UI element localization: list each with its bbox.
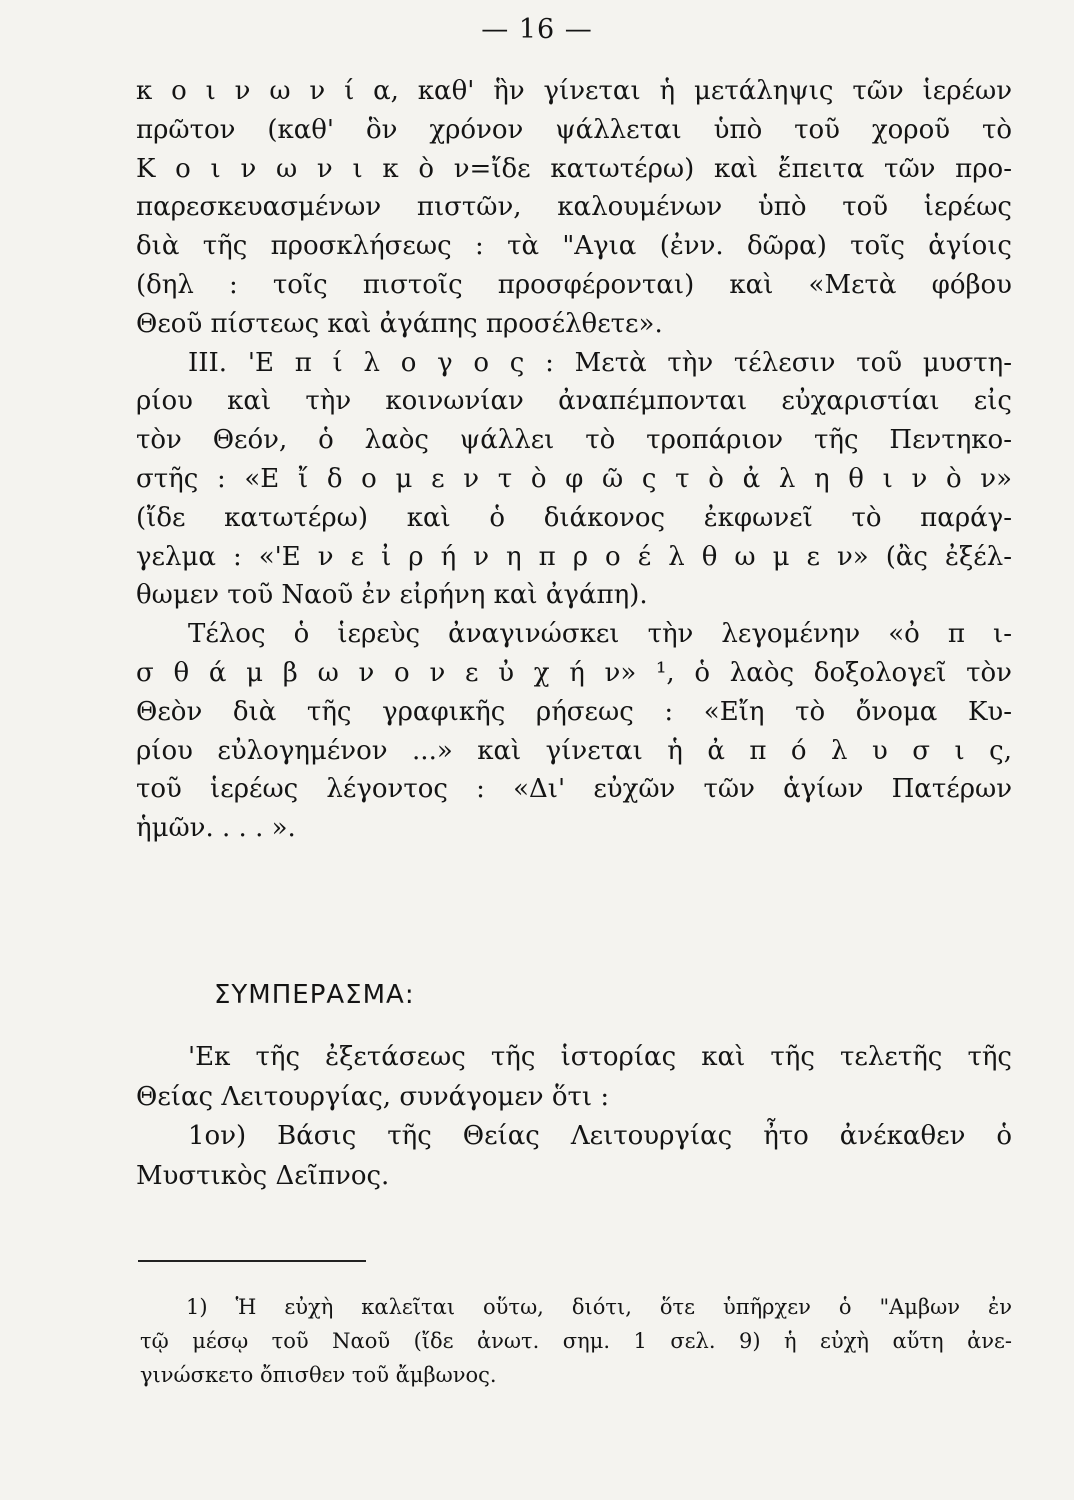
- body-line: Κ ο ι ν ω ν ι κ ὸ ν=ἴδε κατωτέρω) καὶ ἔπειτα τῶν προ-: [136, 153, 1012, 184]
- body-line: Τέλος ὁ ἱερεὺς ἀναγινώσκει τὴν λεγομένην «ὀ π ι-: [188, 619, 1012, 650]
- footnote-line: τῷ μέσῳ τοῦ Ναοῦ (ἴδε ἀνωτ. σημ. 1 σελ. 9) ἡ εὐχὴ αὕτη ἀνε-: [140, 1329, 1012, 1353]
- body-line: ρίου καὶ τὴν κοινωνίαν ἀναπέμπονται εὐχαριστίαι εἰς: [136, 386, 1012, 417]
- body-line: τὸν Θεόν, ὁ λαὸς ψάλλει τὸ τροπάριον τῆς Πεντηκο-: [136, 425, 1012, 456]
- section-heading: ΣΥΜΠΕΡΑΣΜΑ:: [214, 980, 415, 1010]
- body-line: (δηλ : τοῖς πιστοῖς προσφέρονται) καὶ «Μετὰ φόβου: [136, 269, 1012, 300]
- body-line: σ θ ά μ β ω ν ο ν ε ὐ χ ή ν» ¹, ὁ λαὸς δοξολογεῖ τὸν: [136, 657, 1012, 688]
- footnote-line: γινώσκετο ὄπισθεν τοῦ ἄμβωνος.: [140, 1363, 497, 1387]
- page-number: — 16 —: [481, 14, 593, 45]
- body-line: θωμεν τοῦ Ναοῦ ἐν εἰρήνη καὶ ἀγάπη).: [136, 580, 648, 611]
- conclusion-line: 'Εκ τῆς ἐξετάσεως τῆς ἱστορίας καὶ τῆς τελετῆς τῆς: [188, 1042, 1012, 1072]
- conclusion-line: 1ον) Βάσις τῆς Θείας Λειτουργίας ἦτο ἀνέκαθεν ὁ: [188, 1121, 1012, 1151]
- conclusion-line: Μυστικὸς Δεῖπνος.: [136, 1160, 390, 1191]
- body-text: [136, 72, 1012, 848]
- conclusion-line: Θείας Λειτουργίας, συνάγομεν ὅτι :: [136, 1081, 610, 1112]
- body-line: διὰ τῆς προσκλήσεως : τὰ "Αγια (ἐνν. δῶρα) τοῖς ἁγίοις: [136, 231, 1012, 262]
- body-line: στῆς : «Ε ἴ δ ο μ ε ν τ ὸ φ ῶ ς τ ὸ ἀ λ η θ ι ν ὸ ν»: [136, 463, 1012, 494]
- body-line: ἡμῶν. . . . ».: [136, 813, 296, 844]
- conclusion-text: [136, 1038, 1012, 1196]
- footnote-divider: [138, 1260, 366, 1262]
- footnote-line: 1) Ἡ εὐχὴ καλεῖται οὕτω, διότι, ὅτε ὑπῆρχεν ὁ "Αμβων ἐν: [186, 1295, 1012, 1319]
- body-line: πρῶτον (καθ' ὃν χρόνον ψάλλεται ὑπὸ τοῦ χοροῦ τὸ: [136, 114, 1012, 145]
- body-line: Θεὸν διὰ τῆς γραφικῆς ρήσεως : «Εἴη τὸ ὄνομα Κυ-: [136, 696, 1012, 727]
- body-line: ρίου εὐλογημένον ...» καὶ γίνεται ἡ ἀ π ό λ υ σ ι ς,: [136, 735, 1012, 766]
- body-line: Θεοῦ πίστεως καὶ ἀγάπης προσέλθετε».: [136, 308, 663, 339]
- footnotes: [140, 1290, 1012, 1392]
- body-line: (ἴδε κατωτέρω) καὶ ὁ διάκονος ἐκφωνεῖ τὸ παράγ-: [136, 502, 1012, 533]
- body-line: τοῦ ἱερέως λέγοντος : «Δι' εὐχῶν τῶν ἁγίων Πατέρων: [136, 774, 1012, 805]
- body-line: κ ο ι ν ω ν ί α, καθ' ἣν γίνεται ἡ μετάληψις τῶν ἱερέων: [136, 76, 1012, 106]
- body-line: παρεσκευασμένων πιστῶν, καλουμένων ὑπὸ τοῦ ἱερέως: [136, 192, 1012, 223]
- epilogue-heading-line: III. 'Ε π ί λ ο γ ο ς : Μετὰ τὴν τέλεσιν τοῦ μυστη-: [188, 347, 1012, 378]
- body-line: γελμα : «'Ε ν ε ἰ ρ ή ν η π ρ ο έ λ θ ω μ ε ν» (ἂς ἐξέλ-: [136, 541, 1012, 572]
